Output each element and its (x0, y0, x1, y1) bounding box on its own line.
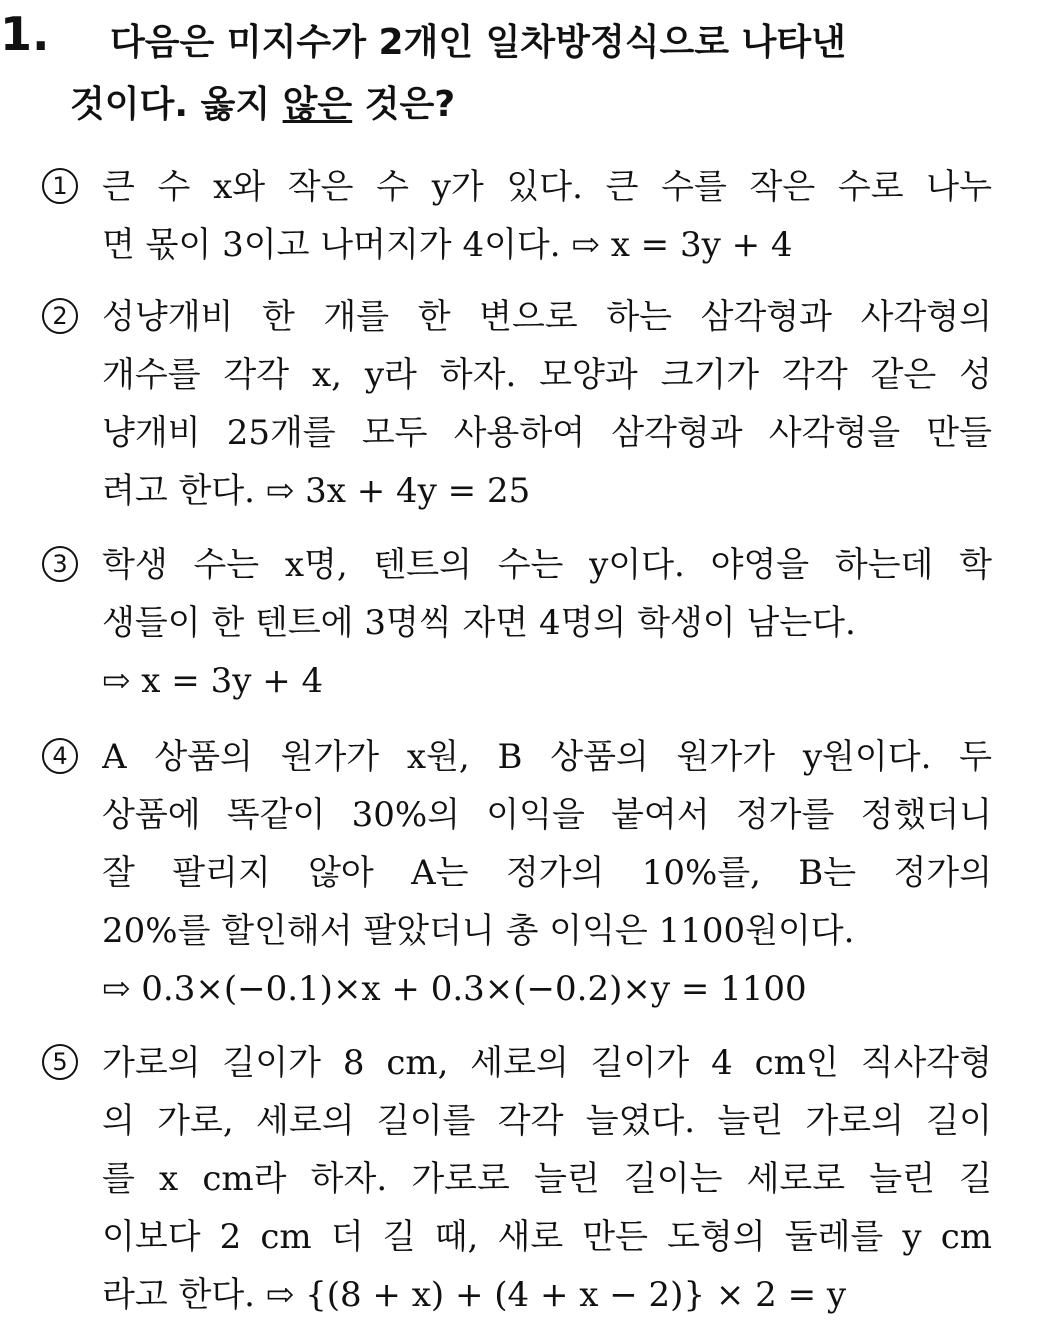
choice-4-line-5: ⇨ 0.3×(−0.1)×x + 0.3×(−0.2)×y = 1100 (102, 969, 807, 1009)
choice-2-line-3: 냥개비 25개를 모두 사용하여 삼각형과 사각형을 만들 (102, 413, 992, 453)
choice-2-line-1: 성냥개비 한 개를 한 변으로 하는 삼각형과 사각형의 (102, 297, 992, 337)
choice-5-marker: 5 (42, 1044, 78, 1080)
choice-3-marker: 3 (42, 546, 78, 582)
question-line-1: 다음은 미지수가 2개인 일차방정식으로 나타낸 (110, 22, 846, 63)
choice-5-line-1: 가로의 길이가 8 cm, 세로의 길이가 4 cm인 직사각형 (102, 1043, 992, 1083)
choice-2-line-2: 개수를 각각 x, y라 하자. 모양과 크기가 각각 같은 성 (102, 355, 992, 395)
question-line-2-b: 것은? (352, 84, 456, 125)
choice-3-line-1: 학생 수는 x명, 텐트의 수는 y이다. 야영을 하는데 학 (102, 545, 992, 585)
question-prompt (70, 12, 1030, 136)
choice-1-marker: 1 (42, 168, 78, 204)
choice-5-line-5: 라고 한다. ⇨ {(8 + x) + (4 + x − 2)} × 2 = y (102, 1275, 847, 1315)
question-line-2-a: 것이다. 옳지 (70, 84, 283, 125)
choice-1-line-1: 큰 수 x와 작은 수 y가 있다. 큰 수를 작은 수로 나누 (102, 167, 992, 207)
choice-4-line-3: 잘 팔리지 않아 A는 정가의 10%를, B는 정가의 (102, 853, 992, 893)
choice-3-line-2: 생들이 한 텐트에 3명씩 자면 4명의 학생이 남는다. (102, 603, 856, 643)
choice-2-marker: 2 (42, 298, 78, 334)
choice-5-line-4: 이보다 2 cm 더 길 때, 새로 만든 도형의 둘레를 y cm (102, 1217, 992, 1257)
question-number: 1. (0, 7, 50, 61)
choice-3-line-3: ⇨ x = 3y + 4 (102, 661, 324, 701)
choice-4-marker: 4 (42, 738, 78, 774)
choice-5-line-2: 의 가로, 세로의 길이를 각각 늘였다. 늘린 가로의 길이 (102, 1101, 992, 1141)
choice-4-line-4: 20%를 할인해서 팔았더니 총 이익은 1100원이다. (102, 911, 855, 951)
question-underlined-word: 않은 (282, 84, 353, 125)
choice-4-line-1: A 상품의 원가가 x원, B 상품의 원가가 y원이다. 두 (102, 737, 992, 777)
choice-1-line-2: 면 몫이 3이고 나머지가 4이다. ⇨ x = 3y + 4 (102, 225, 793, 265)
choice-4-line-2: 상품에 똑같이 30%의 이익을 붙여서 정가를 정했더니 (102, 795, 992, 835)
choice-2-line-4: 려고 한다. ⇨ 3x + 4y = 25 (102, 471, 531, 511)
question-line-2 (70, 74, 1030, 136)
choice-5-line-3: 를 x cm라 하자. 가로로 늘린 길이는 세로로 늘린 길 (102, 1159, 992, 1199)
